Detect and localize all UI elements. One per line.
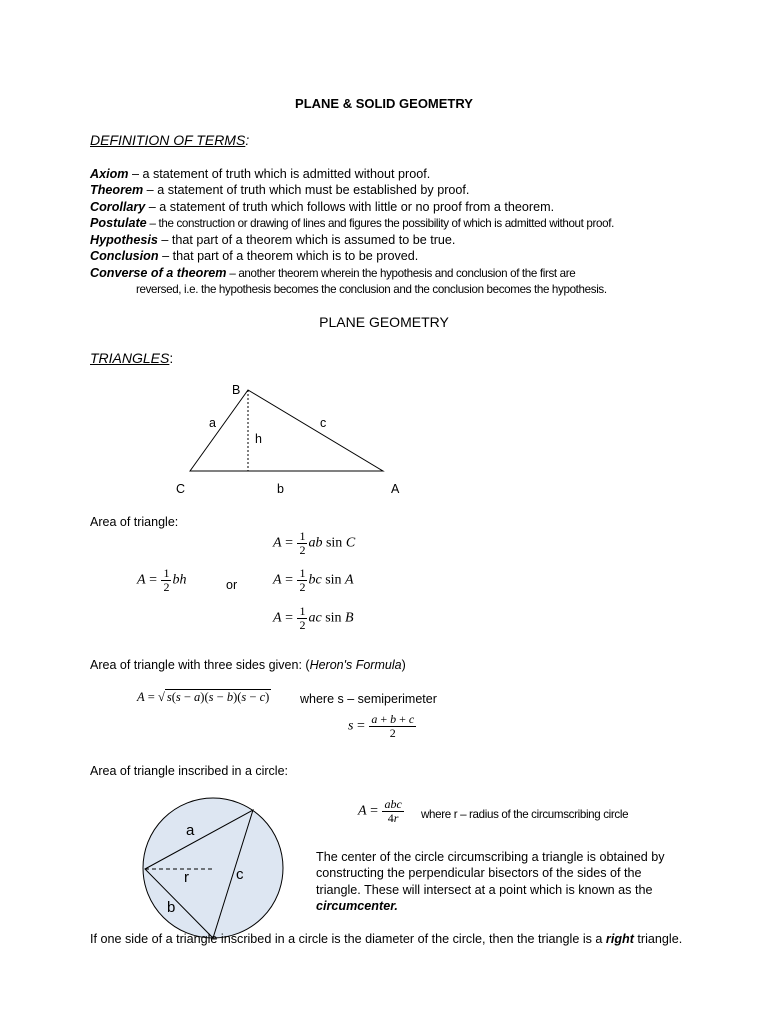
definitions-heading: DEFINITION OF TERMS <box>90 132 246 148</box>
or-label: or <box>226 578 238 592</box>
formula-ac-sinB: A = $\frac{1}{2}$ ac sin B <box>273 604 354 632</box>
side-label-a: a <box>209 416 216 430</box>
definition-text: – the construction or drawing of lines and figures the possibility of which is admitted without proof. <box>146 216 614 230</box>
circle-label-r: r <box>184 869 189 886</box>
vertex-label-a: A <box>391 482 400 496</box>
vertex-label-c: C <box>176 482 186 496</box>
plane-geometry-heading: PLANE GEOMETRY <box>319 314 449 330</box>
right-suffix: triangle. <box>633 932 683 946</box>
circumcenter-word: circumcenter. <box>316 898 398 913</box>
right-prefix: If one side of a triangle inscribed in a circle is the diameter of the circle, then the triangle is a <box>90 932 606 946</box>
herons-suffix: ) <box>401 658 406 672</box>
definition-text: – a statement of truth which follows with little or no proof from a theorem. <box>145 199 555 214</box>
herons-where: where s – semiperimeter <box>300 692 437 706</box>
side-label-b: b <box>277 482 284 496</box>
term-corollary: Corollary <box>90 199 146 214</box>
term-converse: Converse of a theorem <box>90 265 227 280</box>
circumscribing-circle <box>143 798 283 938</box>
formula-ab-sinC: A = $\frac{1}{2}$ ab sin C <box>273 529 356 557</box>
formula-herons: A = √ s(s − a)(s − b)(s − c) <box>137 690 270 704</box>
circle-label-a: a <box>186 822 195 839</box>
definition-converse-continuation: reversed, i.e. the hypothesis becomes the conclusion and the conclusion becomes the hypothesis. <box>136 283 607 297</box>
area-label: Area of triangle: <box>90 515 179 529</box>
definition-text: – a statement of truth which must be established by proof. <box>143 183 470 198</box>
definition-text: – that part of a theorem which is assumed to be true. <box>157 233 456 248</box>
circumcenter-text: The center of the circle circumscribing a triangle is obtained by constructing the perpendicular bisectors of the sides of the triangle. These will intersect at a point which is known as the <box>316 850 665 897</box>
inscribed-where: where r – radius of the circumscribing circle <box>421 808 629 821</box>
right-word: right <box>605 932 634 946</box>
triangles-heading: TRIANGLES <box>90 350 170 366</box>
triangles-colon: : <box>169 350 174 366</box>
term-postulate: Postulate <box>90 215 147 230</box>
right-triangle-note <box>90 931 690 947</box>
formula-semiperimeter: s = $\frac{a + b + c}{2}$ <box>348 712 415 740</box>
inscribed-label: Area of triangle inscribed in a circle: <box>90 764 289 778</box>
formula-abc-4r: A = $\frac{\text{abc}}{4r}$ <box>358 797 402 825</box>
definitions-colon: : <box>245 132 250 148</box>
circle-label-c: c <box>236 866 244 883</box>
page-title: PLANE & SOLID GEOMETRY <box>295 96 473 111</box>
circle-label-b: b <box>167 899 176 916</box>
term-axiom: Axiom <box>90 167 129 181</box>
formula-half-bh: A = $\frac{1}{2}$ bh <box>137 566 187 594</box>
side-label-c: c <box>320 416 327 430</box>
term-conclusion: Conclusion <box>90 249 159 264</box>
vertex-label-b: B <box>232 383 241 397</box>
definition-text: – a statement of truth which is admitted without proof. <box>128 167 431 181</box>
height-label-h: h <box>255 432 262 446</box>
term-theorem: Theorem <box>90 183 144 198</box>
herons-name: Heron's Formula <box>309 658 402 672</box>
definition-text: – another theorem wherein the hypothesis and conclusion of the first are <box>226 266 576 280</box>
formula-bc-sinA: A = $\frac{1}{2}$ bc sin A <box>273 566 354 594</box>
definition-text: – that part of a theorem which is to be proved. <box>158 249 419 264</box>
circumcenter-paragraph <box>316 849 686 914</box>
herons-prefix: Area of triangle with three sides given: ( <box>90 658 310 672</box>
term-hypothesis: Hypothesis <box>90 233 158 248</box>
